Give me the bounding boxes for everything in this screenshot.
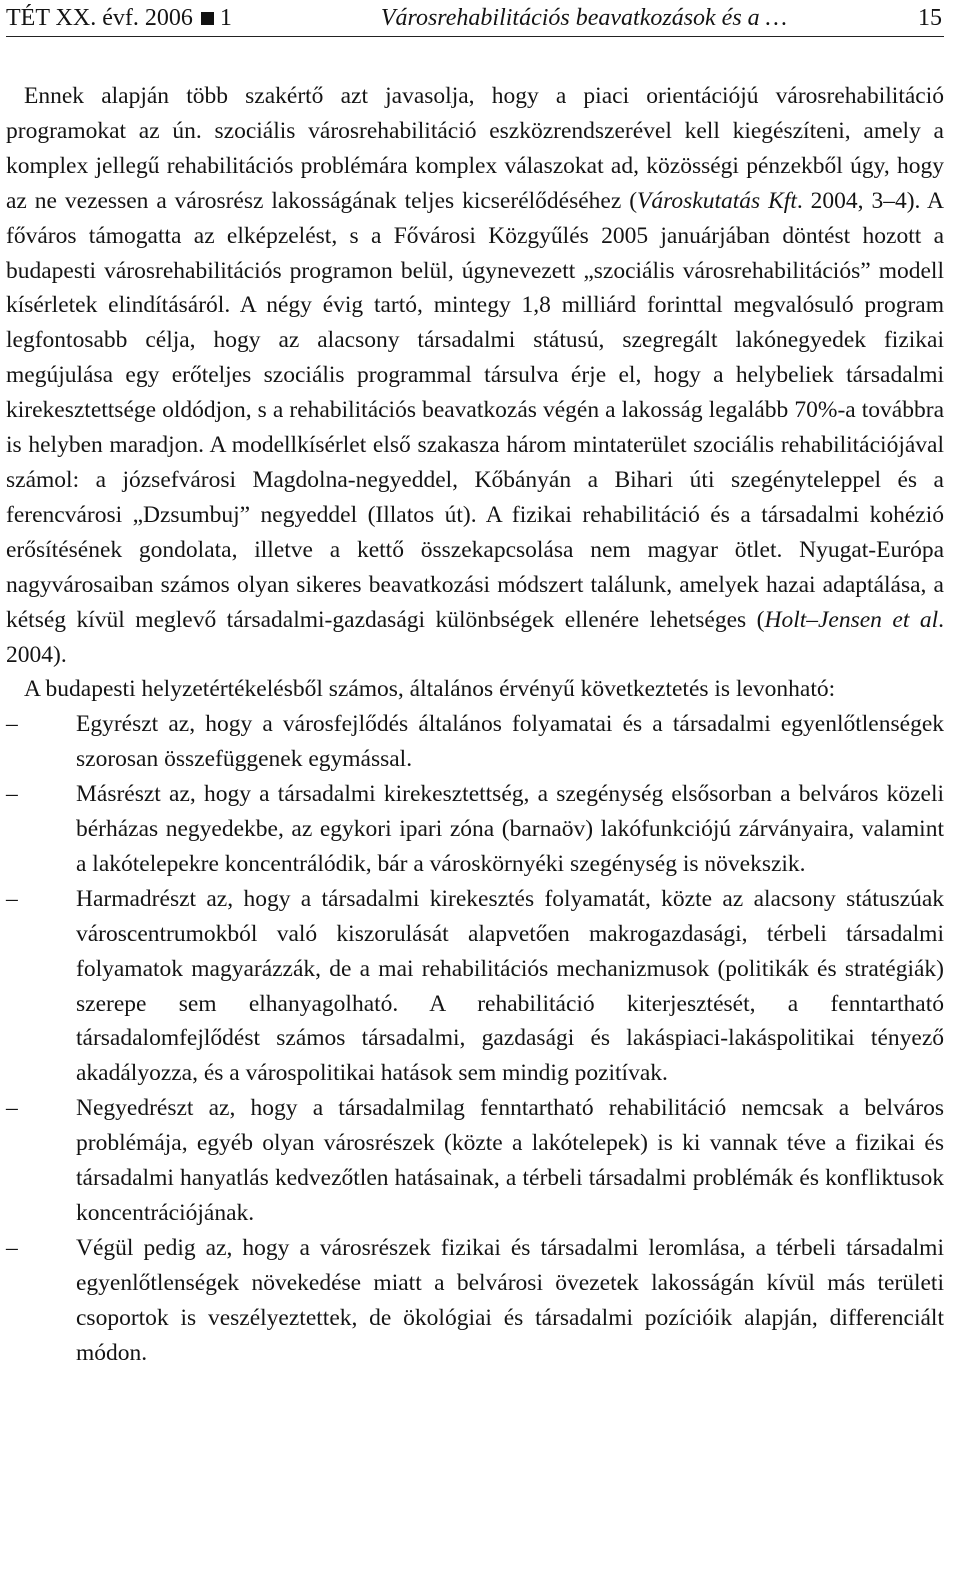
journal-info [6, 2, 232, 34]
page-number: 15 [918, 5, 942, 31]
paragraph-1 [6, 79, 944, 672]
running-header [6, 0, 944, 37]
list-item-text: Másrészt az, hogy a társadalmi kirekesztettség, a szegénység elsősorban a belváros közeli bérházas negyedekbe, az egykori ipari zóna (barnaöv) lakófunkciójú zárványaira, valamint a lakótelepekre koncentrálódik, bár a városkörnyéki szegénység is növekszik. [76, 781, 944, 877]
issue-number: 1 [219, 5, 232, 31]
list-item [6, 1091, 944, 1231]
list-item-text: Harmadrészt az, hogy a társadalmi kirekesztés folyamatát, közte az alacsony státuszúak városcentrumokból való kiszorulását alapvetően makrogazdasági, térbeli társadalmi folyamatok magyarázzák, de a mai rehabilitációs mechanizmusok (politikák és stratégiák) szerepe sem elhanyagolható. A rehabilitáció kiterjesztését, a fenntartható társadalomfejlődést számos társadalmi, gazdasági és lakáspiaci-lakáspolitikai tényező akadályozza, és a várospolitikai hatások sem mindig pozitívak. [76, 885, 944, 1087]
journal-name: TÉT XX. évf. 2006 [6, 5, 193, 31]
document-page [6, 0, 944, 1371]
paragraph-1-text-c: . 2004). [6, 606, 944, 668]
paragraph-2: A budapesti helyzetértékelésből számos, általános érvényű következtetés is levonható: [24, 676, 836, 703]
citation-varoskutatas: Városkutatás Kft [637, 187, 797, 214]
dash-bullet: – [6, 1234, 18, 1261]
dash-bullet: – [6, 711, 18, 738]
article-title: Városrehabilitációs beavatkozások és a … [380, 5, 788, 31]
list-item [6, 707, 944, 777]
paragraph-1-text-b: . 2004, 3–4). A főváros támogatta az elképzelést, s a Fővárosi Közgyűlés 2005 januárjában döntést hozott a budapesti városrehabilitációs programon belül, úgynevezett „szociális városrehabilitációs” modell kísérletek elindításáról. A négy évig tartó, mintegy 1,8 milliárd forinttal megvalósuló program legfontosabb célja, hogy az alacsony társadalmi státusú, szegregált lakónegyedek fizikai megújulása egy erőteljes szociális programmal társulva érje el, hogy a helybeliek társadalmi kirekesztettsége oldódjon, s a rehabilitációs beavatkozás végén a lakosság legalább 70%-a továbbra is helyben maradjon. A modellkísérlet első szakasza három mintaterület szociális rehabilitációjával számol: a józsefvárosi Magdolna-negyeddel, Kőbányán a Bihari úti szegényteleppel és a ferencvárosi „Dzsumbuj” negyeddel (Illatos út). A fizikai rehabilitáció és a társadalmi kohézió erősítésének gondolata, illetve a kettő összekapcsolása nem magyar ötlet. Nyugat-Európa nagyvárosaiban számos olyan sikeres beavatkozási módszert találunk, amelyek hazai adaptálása, a kétség kívül meglevő társadalmi-gazdasági különbségek ellenére lehetséges ( [6, 187, 945, 633]
dash-bullet: – [6, 885, 18, 912]
list-item-text: Egyrészt az, hogy a városfejlődés általános folyamatai és a társadalmi egyenlőtlenségek szorosan összefüggenek egymással. [76, 711, 944, 773]
citation-holt-jensen: Holt–Jensen et al [764, 606, 939, 633]
list-item-text: Negyedrészt az, hogy a társadalmilag fenntartható rehabilitáció nemcsak a belváros problémája, egyéb olyan városrészek (közte a lakótelepek) is ki vannak téve a fizikai és társadalmi hanyatlás kedvezőtlen hatásainak, a térbeli társadalmi problémák és konfliktusok koncentrációjának. [76, 1095, 944, 1226]
dash-bullet: – [6, 1095, 18, 1122]
square-bullet-icon [201, 12, 214, 25]
paragraph-1-text-a: Ennek alapján több szakértő azt javasolja, hogy a piaci orientációjú városrehabilitáció programokat az ún. szociális városrehabilitáció eszközrendszerével kell kiegészíteni, amely a komplex jellegű rehabilitációs problémára komplex válaszokat ad, közösségi pénzekből úgy, hogy az ne vezessen a városrész lakosságának teljes kicserélődéséhez ( [6, 83, 944, 214]
list-item [6, 1231, 944, 1371]
conclusion-list [6, 707, 944, 1370]
list-item-text: Végül pedig az, hogy a városrészek fizikai és társadalmi leromlása, a térbeli társadalmi egyenlőtlenségek növekedése miatt a belvárosi övezetek lakosságán kívül más területi csoportok is veszélyeztettek, de ökológiai és társadalmi pozícióik alapján, differenciált módon. [76, 1234, 944, 1366]
list-item [6, 777, 944, 882]
list-item [6, 882, 944, 1091]
dash-bullet: – [6, 781, 18, 808]
body-text [6, 79, 944, 1371]
